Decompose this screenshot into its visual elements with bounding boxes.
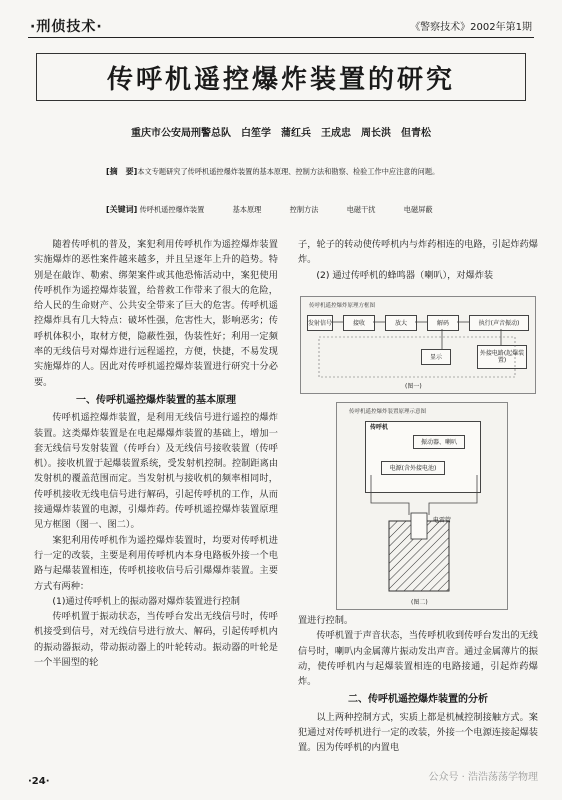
section-label: ·刑侦技术· (30, 19, 103, 35)
figure-2-wiring (337, 403, 507, 609)
block-display: 显示 (421, 349, 451, 365)
block-exec: 执行(声音振动) (469, 315, 529, 331)
paragraph: (1)通过传呼机上的振动器对爆炸装置进行控制 (52, 595, 240, 607)
keywords (106, 204, 522, 215)
paragraph: 以上两种控制方式，实质上都是机械控制接触方式。案犯通过对传呼机进行一定的改装，外接一个电源连接起爆装置。因为传呼机的内置电 (298, 711, 538, 754)
pager-label: 传呼机 (370, 424, 389, 431)
paragraph: (2) 通过传呼机的蜂鸣器（喇叭），对爆炸装 (316, 269, 494, 281)
vibrator-box: 振动器、喇叭 (413, 435, 465, 449)
figure-1 (300, 296, 536, 394)
abstract (106, 165, 522, 179)
section-heading: 一、传呼机遥控爆炸装置的基本原理 (76, 394, 236, 406)
paragraph: 传呼机置于振动状态，当传呼台发出无线信号时，传呼机接受到信号，对无线信号进行放大、解码，引起传呼机内的振动器振动，带动振动器上的叶轮转动。振动器的叶轮是一个半圆型的轮 (34, 611, 278, 669)
paragraph: 传呼机置于声音状态，当传呼机收到传呼台发出的无线信号时，喇叭内金属薄片振动发出声音。通过金属薄片的振动，使传呼机内与起爆装置相连的电路接通，引起炸药爆炸。 (298, 630, 538, 688)
figure-caption: (图一) (405, 383, 422, 390)
header-rule (28, 37, 534, 38)
figure-2 (336, 402, 508, 610)
block-receive: 接收 (343, 315, 375, 331)
paragraph: 置进行控制。 (298, 615, 354, 626)
keyword: 基本原理 (232, 205, 262, 214)
journal-issue: 《警察技术》2002年第1期 (410, 22, 532, 33)
detonator-label: 电雷管 (433, 517, 452, 524)
abstract-text: 本文专题研究了传呼机遥控爆炸装置的基本原理、控制方法和勘察、检验工作中应注意的问题。 (137, 167, 440, 176)
keyword: 传呼机遥控爆炸装置 (139, 205, 205, 214)
right-column-top (298, 237, 538, 283)
paragraph: 子，轮子的转动使传呼机内与炸药相连的电路，引起炸药爆炸。 (298, 239, 538, 266)
abstract-label: [摘 要] (106, 167, 138, 176)
power-box: 电源(含外接电池) (381, 461, 445, 475)
left-column (34, 237, 278, 670)
section-heading: 二、传呼机遥控爆炸装置的分析 (348, 694, 488, 706)
authors: 重庆市公安局刑警总队 白笙学 蒲红兵 王成忠 周长洪 但青松 (131, 128, 431, 139)
paragraph: 案犯利用传呼机作为遥控爆炸装置时，均要对传呼机进行一定的改装，主要是利用传呼机内本身电路板外接一个电路与起爆装置相连，传呼机接收信号后引爆爆炸装置。主要方式有两种： (34, 534, 278, 592)
paragraph: 传呼机遥控爆炸装置，是利用无线信号进行遥控的爆炸装置。这类爆炸装置是在电起爆爆炸装置的基础上，增加一套无线信号发射装置（传呼台）及无线信号接收装置（传呼机）。接收机置于起爆装置系统，受发射机控制。控制距离由发射机的覆盖范围而定。当发射机与接收机的频率相同时，传呼机接收无线电信号进行解码，引起传呼机的工作，从而接通爆炸装置的电源，引爆炸药。传呼机遥控爆炸装置原理见方框图（图一、图二）。 (34, 412, 278, 531)
figure-1-connectors (301, 297, 535, 393)
watermark: 公众号 · 浩浩荡荡学物理 (428, 772, 538, 783)
article-title: 传呼机遥控爆炸装置的研究 (36, 53, 526, 101)
figure-title: 传呼机遥控爆炸原理方框图 (309, 303, 376, 309)
keyword: 电磁屏蔽 (403, 205, 433, 214)
block-amp: 放大 (385, 315, 417, 331)
keyword: 电磁干扰 (346, 205, 376, 214)
keyword: 控制方法 (289, 205, 319, 214)
block-source: 发射信号 (307, 315, 333, 331)
figure-title: 传呼机遥控爆炸装置原理示意图 (349, 409, 427, 415)
figure-caption: (图二) (411, 599, 428, 606)
block-decode: 解码 (427, 315, 459, 331)
page-number: ·24· (28, 776, 50, 787)
block-ext: 外接电路(起爆装置) (477, 345, 527, 369)
keywords-label: [关键词] (106, 205, 138, 214)
paragraph: 随着传呼机的普及，案犯利用传呼机作为遥控爆炸装置实施爆炸的恶性案件越来越多，并且呈逐年上升的趋势。特别是在敲诈、勒索、绑架案件或其他恐怖活动中，案犯使用传呼机作为遥控爆炸装置，给普救工作带来了很大的危险，给人民的生命财产、公共安全带来了巨大的危害。传呼机遥控爆炸具有几大特点：破坏性强，危害性大，影响恶劣；传呼机体积小，取材方便，隐蔽性强，伪装性好；利用一定频率的无线信号对爆炸进行远程遥控，方便，快捷，不易发现实施爆炸的人。因此对传呼机遥控爆炸装置进行研究十分必要。 (34, 239, 278, 388)
right-column-bottom (298, 613, 538, 756)
